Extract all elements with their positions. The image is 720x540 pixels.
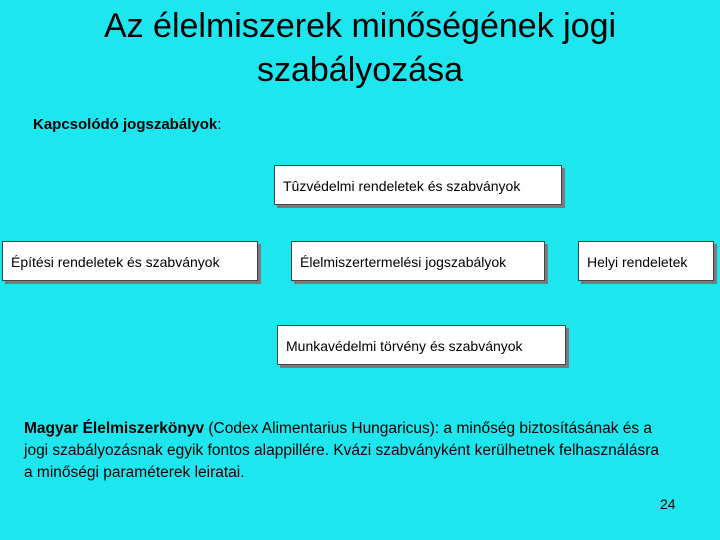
box-fire-regulations: Tûzvédelmi rendeletek és szabványok [274, 165, 562, 205]
title-line-2: szabályozása [256, 51, 463, 89]
box-food-production-regulations: Élelmiszertermelési jogszabályok [291, 241, 545, 281]
subtitle [33, 116, 221, 133]
box-building-regulations: Építési rendeletek és szabványok [2, 241, 258, 281]
paragraph-bold: Magyar Élelmiszerkönyv [24, 420, 205, 437]
box-work-safety-regulations: Munkavédelmi törvény és szabványok [277, 325, 566, 365]
box-local-regulations: Helyi rendeletek [578, 241, 714, 281]
subtitle-colon: : [217, 116, 222, 133]
paragraph-text: (Codex Alimentarius Hungaricus): a minőség biztosításának és a jogi szabályozásnak egyik fontos alappillére. Kvázi szabványként kerülhetnek felhasználásra a minőségi paraméterek leiratai. [24, 420, 660, 481]
title-line-1: Az élelmiszerek minőségének jogi [103, 7, 617, 45]
codex-paragraph [24, 418, 664, 484]
subtitle-bold: Kapcsolódó jogszabályok [33, 116, 218, 133]
page-number: 24 [660, 496, 676, 512]
slide-title [0, 4, 720, 92]
